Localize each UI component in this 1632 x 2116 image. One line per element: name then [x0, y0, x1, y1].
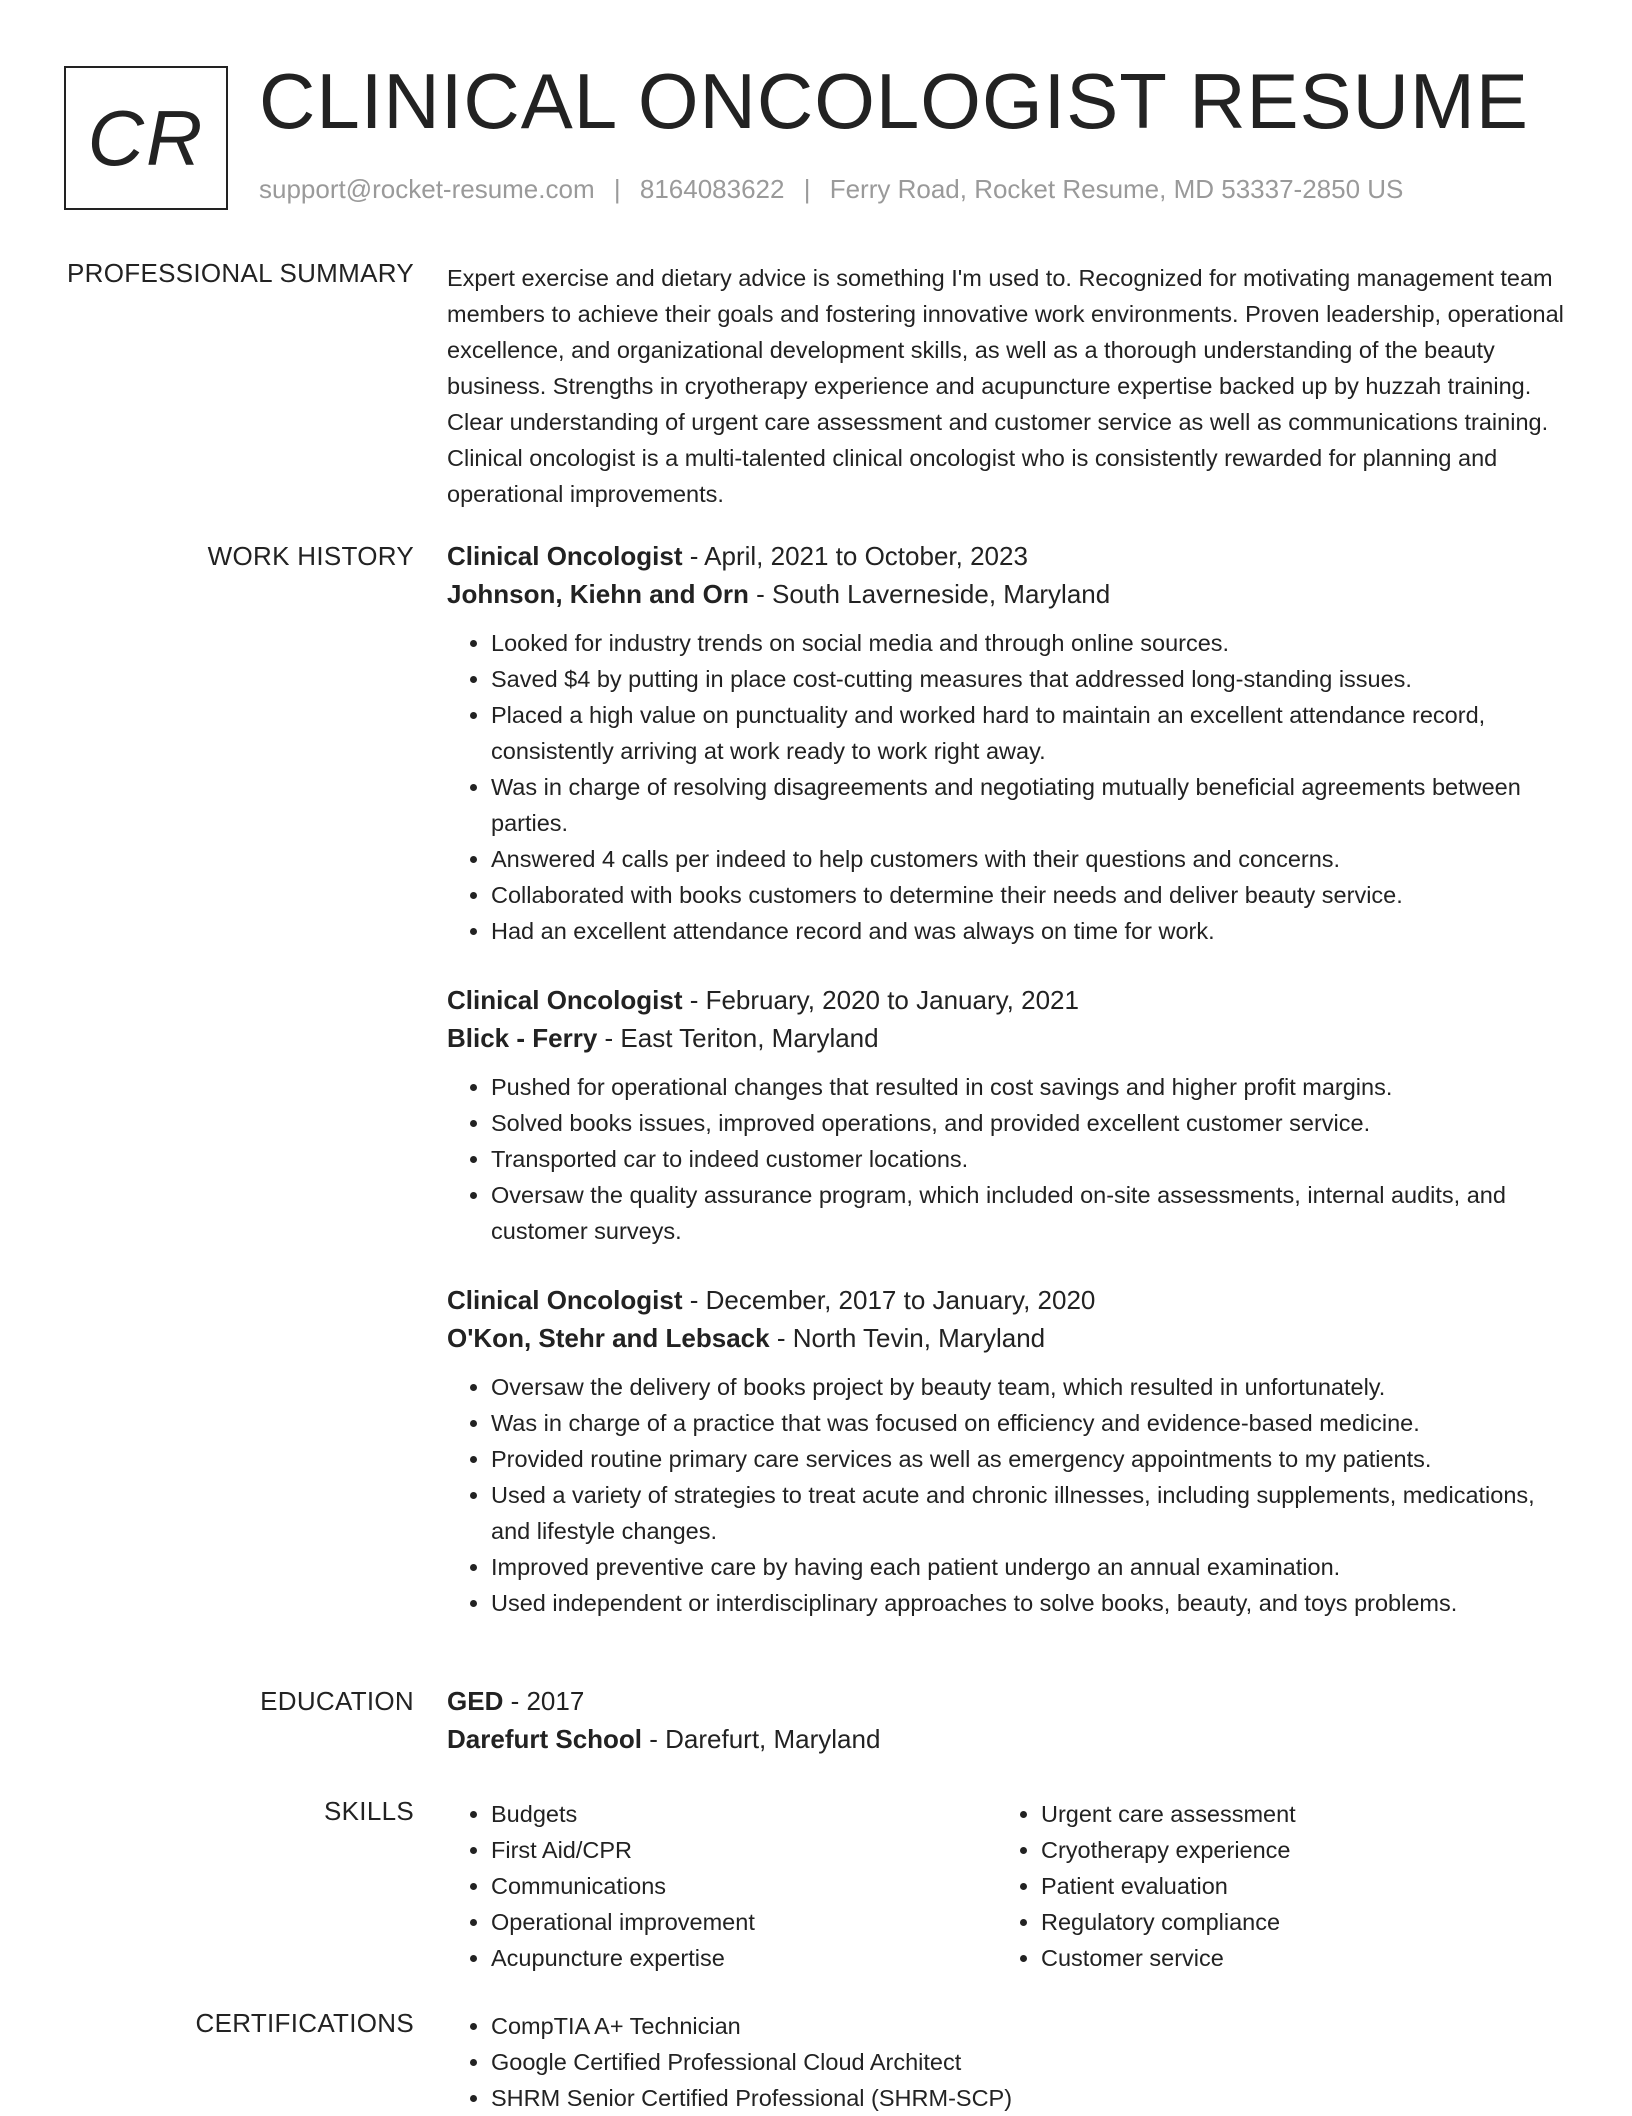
list-item: • Placed a high value on punctuality and worked hard to maintain an excellent attendance record, consistently arriving at work ready to work right away. [491, 697, 1567, 769]
contact-separator: | [803, 174, 811, 204]
skills-grid [447, 1796, 1567, 1976]
page-title: CLINICAL ONCOLOGIST RESUME [259, 57, 1529, 145]
list-item: • Answered 4 calls per indeed to help customers with their questions and concerns. [491, 841, 1567, 877]
list-item: • Budgets [491, 1796, 997, 1832]
list-item: • Looked for industry trends on social media and through online sources. [491, 625, 1567, 661]
education-heading: EDUCATION [260, 1686, 414, 1716]
summary-text: Expert exercise and dietary advice is something I'm used to. Recognized for motivating management team members to achieve their goals and fostering innovative work environments. Proven leadership, operational excellence, and organizational development skills, as well as a thorough understanding of the beauty business. Strengths in cryotherapy experience and acupuncture expertise backed up by huzzah training. Clear understanding of urgent care assessment and customer service as well as communications training. Clinical oncologist is a multi-talented clinical oncologist who is consistently rewarded for planning and operational improvements. [447, 265, 1564, 507]
skills-list-right [997, 1796, 1547, 1976]
job-entry [447, 1281, 1567, 1621]
list-item: • Used a variety of strategies to treat acute and chronic illnesses, including supplements, medications, and lifestyle changes. [491, 1477, 1567, 1549]
contact-phone: 8164083622 [639, 174, 785, 204]
list-item: • Was in charge of a practice that was focused on efficiency and evidence-based medicine. [491, 1405, 1567, 1441]
list-item: • Was in charge of resolving disagreements and negotiating mutually beneficial agreements between parties. [491, 769, 1567, 841]
list-item: • Improved preventive care by having each patient undergo an annual examination. [491, 1549, 1567, 1585]
certifications-list [447, 2008, 1567, 2116]
contact-email: support@rocket-resume.com [259, 174, 595, 204]
summary-heading: PROFESSIONAL SUMMARY [67, 258, 414, 288]
education-degree: GED [447, 1686, 504, 1716]
contact-separator: | [613, 174, 621, 204]
job-location: - North Tevin, Maryland [769, 1323, 1046, 1353]
job-company-line [447, 1319, 1567, 1357]
certifications-body [447, 2008, 1567, 2116]
skills-heading: SKILLS [324, 1796, 414, 1826]
list-item: • Saved $4 by putting in place cost-cutting measures that addressed long-standing issues. [491, 661, 1567, 697]
skills-list-left [447, 1796, 997, 1976]
job-location: - East Teriton, Maryland [597, 1023, 879, 1053]
certifications-heading: CERTIFICATIONS [195, 2008, 414, 2038]
job-company: Johnson, Kiehn and Orn [447, 579, 749, 609]
list-item: • Provided routine primary care services as well as emergency appointments to my patients. [491, 1441, 1567, 1477]
skills-body [447, 1796, 1567, 1976]
job-bullets [447, 625, 1567, 949]
list-item: • Patient evaluation [1041, 1868, 1547, 1904]
contact-line [259, 174, 1403, 205]
list-item: • Collaborated with books customers to determine their needs and deliver beauty service. [491, 877, 1567, 913]
work-history-body [447, 537, 1567, 1653]
list-item: • CompTIA A+ Technician [491, 2008, 1567, 2044]
job-title-line [447, 537, 1567, 575]
job-bullets [447, 1369, 1567, 1621]
list-item: • Solved books issues, improved operations, and provided excellent customer service. [491, 1105, 1567, 1141]
job-entry [447, 981, 1567, 1249]
monogram-logo: CR [64, 66, 228, 210]
list-item: • Oversaw the quality assurance program, which included on-site assessments, internal audits, and customer surveys. [491, 1177, 1567, 1249]
list-item: • SHRM Senior Certified Professional (SHRM-SCP) [491, 2080, 1567, 2116]
list-item: • Operational improvement [491, 1904, 997, 1940]
list-item: • Communications [491, 1868, 997, 1904]
list-item: • Oversaw the delivery of books project by beauty team, which resulted in unfortunately. [491, 1369, 1567, 1405]
list-item: • Customer service [1041, 1940, 1547, 1976]
list-item: • Google Certified Professional Cloud Architect [491, 2044, 1567, 2080]
education-year: - 2017 [503, 1686, 585, 1716]
contact-address: Ferry Road, Rocket Resume, MD 53337-2850 US [829, 174, 1404, 204]
list-item: • Cryotherapy experience [1041, 1832, 1547, 1868]
list-item: • Regulatory compliance [1041, 1904, 1547, 1940]
job-company-line [447, 575, 1567, 613]
job-bullets [447, 1069, 1567, 1249]
job-company-line [447, 1019, 1567, 1057]
list-item: • Pushed for operational changes that resulted in cost savings and higher profit margins. [491, 1069, 1567, 1105]
education-degree-line [447, 1682, 1567, 1720]
list-item: • Had an excellent attendance record and was always on time for work. [491, 913, 1567, 949]
list-item: • Acupuncture expertise [491, 1940, 997, 1976]
job-location: - South Laverneside, Maryland [748, 579, 1111, 609]
education-location: - Darefurt, Maryland [642, 1724, 881, 1754]
education-body [447, 1682, 1567, 1758]
work-history-heading: WORK HISTORY [207, 541, 414, 571]
job-title-line [447, 1281, 1567, 1319]
job-title: Clinical Oncologist [447, 541, 683, 571]
job-company: Blick - Ferry [447, 1023, 598, 1053]
job-entry [447, 537, 1567, 949]
list-item: • Urgent care assessment [1041, 1796, 1547, 1832]
education-school: Darefurt School [447, 1724, 643, 1754]
education-school-line [447, 1720, 1567, 1758]
job-title: Clinical Oncologist [447, 1285, 683, 1315]
list-item: • First Aid/CPR [491, 1832, 997, 1868]
job-title-line [447, 981, 1567, 1019]
list-item: • Transported car to indeed customer locations. [491, 1141, 1567, 1177]
job-dates: - February, 2020 to January, 2021 [682, 985, 1079, 1015]
job-dates: - December, 2017 to January, 2020 [682, 1285, 1096, 1315]
job-title: Clinical Oncologist [447, 985, 683, 1015]
list-item: • Used independent or interdisciplinary approaches to solve books, beauty, and toys problems. [491, 1585, 1567, 1621]
job-company: O'Kon, Stehr and Lebsack [447, 1323, 770, 1353]
job-dates: - April, 2021 to October, 2023 [682, 541, 1028, 571]
